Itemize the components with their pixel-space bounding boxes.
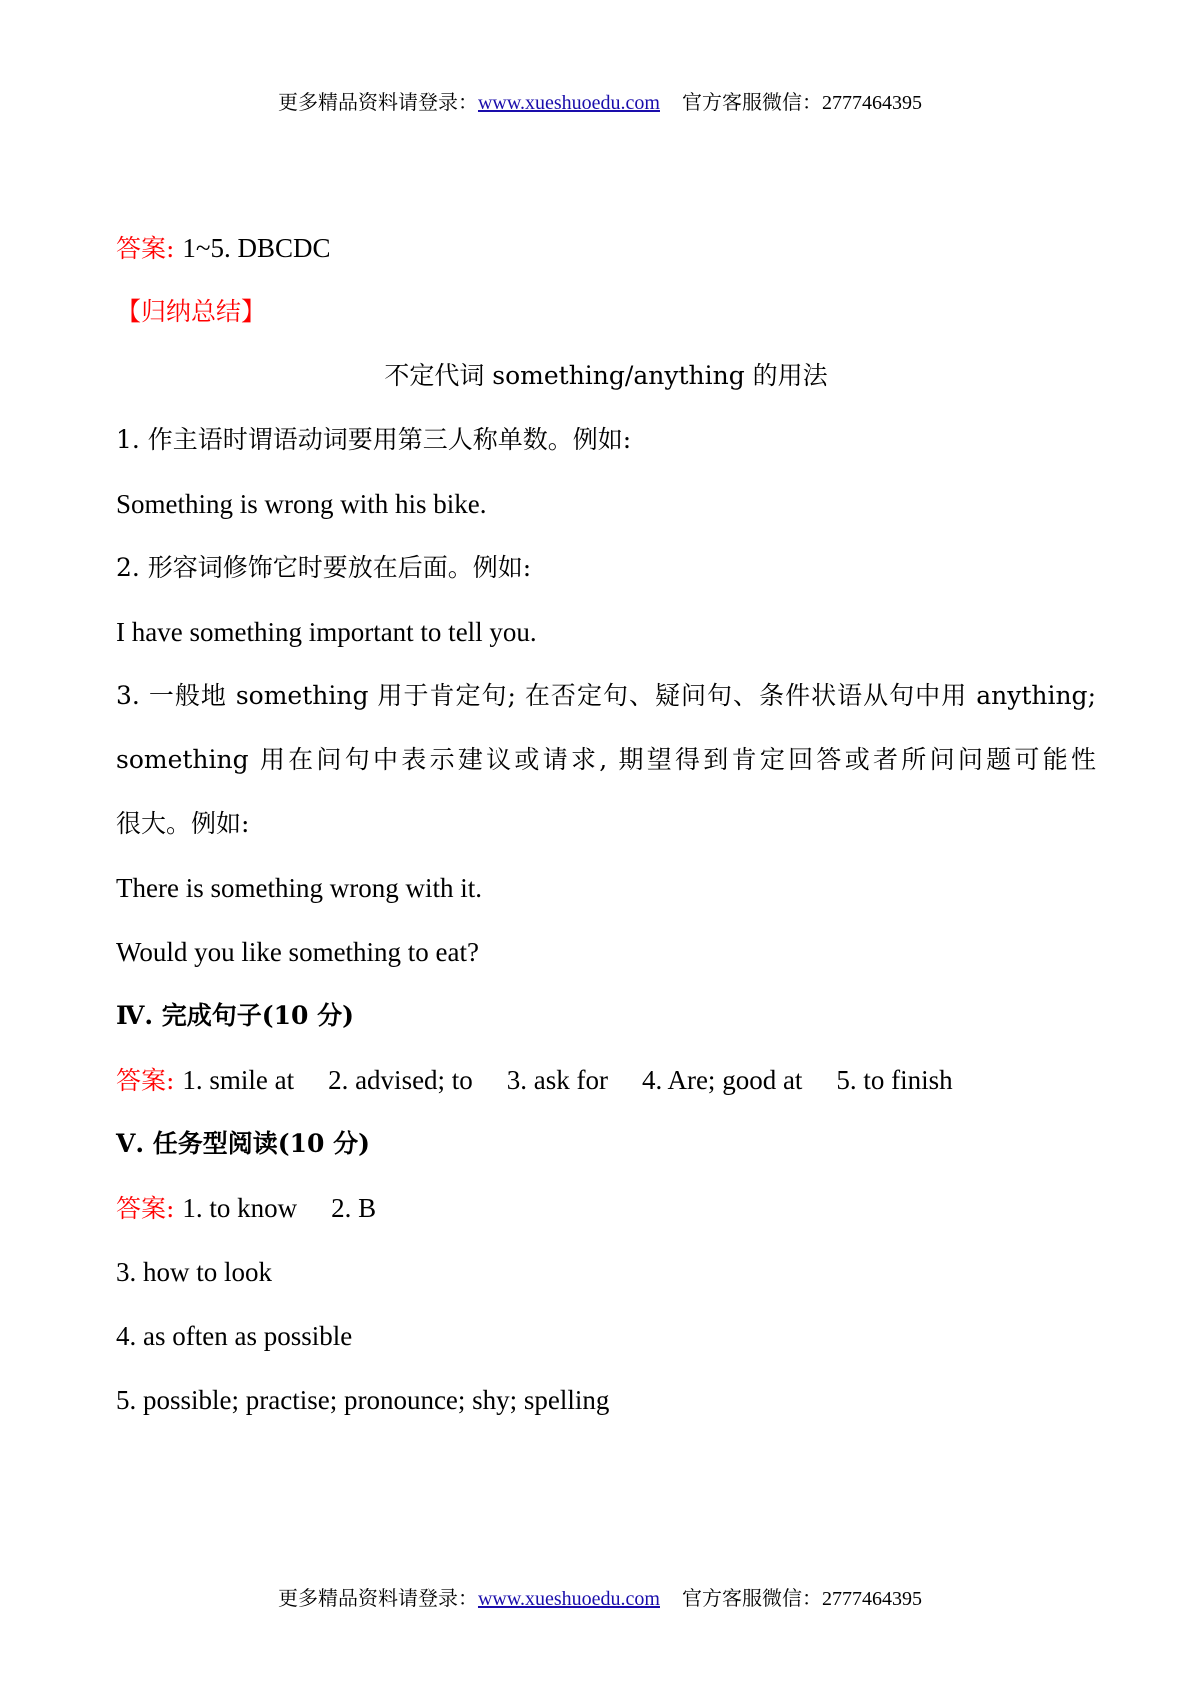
header-prefix: 更多精品资料请登录： xyxy=(277,92,478,114)
answer-label: 答案: xyxy=(116,234,175,263)
document-body xyxy=(116,216,1096,1432)
example-3a: There is something wrong with it. xyxy=(116,873,482,903)
rule-3-line-3: 很大。例如: xyxy=(116,809,250,838)
answer-item: 2. advised; to xyxy=(328,1065,473,1095)
footer-link[interactable]: www.xueshuoedu.com xyxy=(477,1588,660,1610)
answer-line-iii xyxy=(116,216,1096,280)
footer-service: 官方客服微信：2777464395 xyxy=(682,1588,922,1610)
answer-item: 4. as often as possible xyxy=(116,1321,353,1351)
example-2: I have something important to tell you. xyxy=(116,617,537,647)
example-1: Something is wrong with his bike. xyxy=(116,489,487,519)
page-footer xyxy=(0,1582,1200,1611)
answer-item: 4. Are; good at xyxy=(641,1065,803,1095)
answer-item: 1. smile at xyxy=(182,1065,295,1095)
answer-item: 5. to finish xyxy=(836,1065,953,1095)
answer-item: 3. how to look xyxy=(116,1257,273,1287)
header-link[interactable]: www.xueshuoedu.com xyxy=(477,92,660,114)
answer-line-v xyxy=(116,1176,1096,1240)
example-3b: Would you like something to eat? xyxy=(116,937,480,967)
answer-item: 2. B xyxy=(331,1193,377,1223)
rule-3-line-1: 3. 一般地 something 用于肯定句; 在否定句、疑问句、条件状语从句中用 anything; xyxy=(116,681,1096,710)
rule-2: 2. 形容词修饰它时要放在后面。例如: xyxy=(116,553,532,582)
page-header xyxy=(0,86,1200,115)
summary-heading: 【归纳总结】 xyxy=(116,297,267,326)
answer-item: 5. possible; practise; pronounce; shy; spelling xyxy=(116,1385,610,1415)
footer-prefix: 更多精品资料请登录： xyxy=(277,1588,478,1610)
answer-item: 3. ask for xyxy=(506,1065,608,1095)
section-v-heading: Ⅴ. 任务型阅读(10 分) xyxy=(116,1129,370,1158)
answer-label: 答案: xyxy=(116,1066,175,1095)
rule-1: 1. 作主语时谓语动词要用第三人称单数。例如: xyxy=(116,425,632,454)
answer-label: 答案: xyxy=(116,1194,175,1223)
answer-item: 1. to know xyxy=(182,1193,298,1223)
topic-title: 不定代词 something/anything 的用法 xyxy=(384,361,828,390)
section-iv-heading: Ⅳ. 完成句子(10 分) xyxy=(116,1001,354,1030)
answer-line-iv xyxy=(116,1048,1096,1112)
answer-value: 1~5. DBCDC xyxy=(182,233,331,263)
rule-3-line-2: something 用在问句中表示建议或请求, 期望得到肯定回答或者所问问题可能性 xyxy=(116,745,1096,774)
header-service: 官方客服微信：2777464395 xyxy=(682,92,922,114)
